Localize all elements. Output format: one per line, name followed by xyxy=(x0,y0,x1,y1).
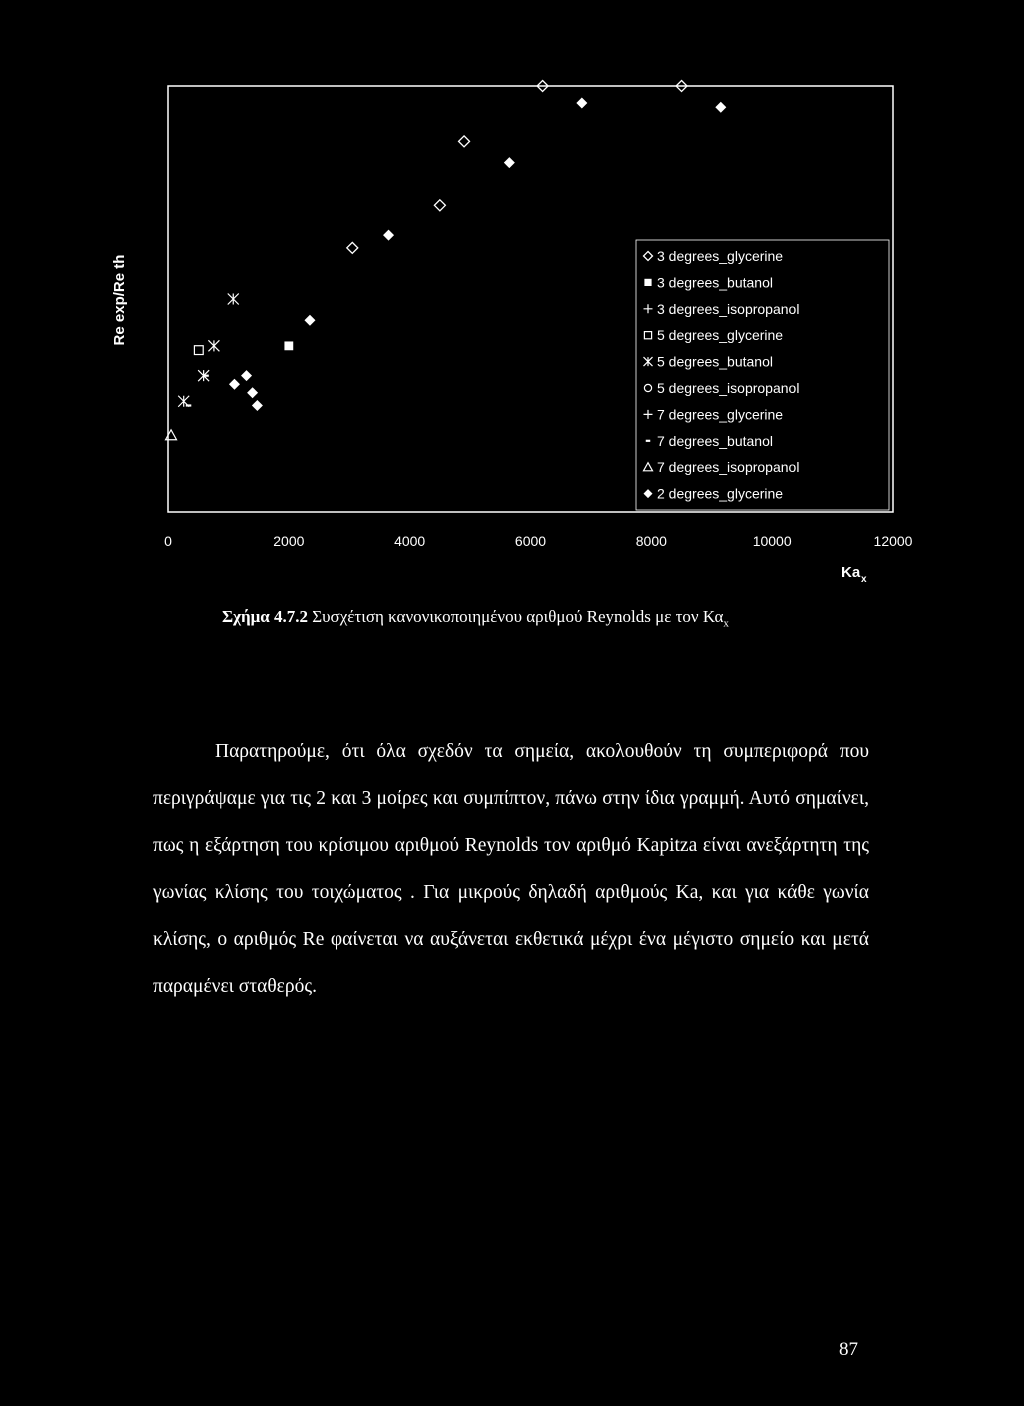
legend-entry xyxy=(644,459,800,475)
x-tick-label: 12000 xyxy=(873,533,913,549)
legend-label: 5 degrees_butanol xyxy=(657,353,773,370)
legend-label: 5 degrees_isopropanol xyxy=(657,380,800,396)
x-tick-label: 6000 xyxy=(514,533,547,549)
legend-entry xyxy=(644,274,773,290)
x-tick-label: 10000 xyxy=(752,533,792,549)
caption-subscript: x xyxy=(723,617,729,630)
legend-entry xyxy=(644,327,783,343)
point-2-degrees-glycerine-1 xyxy=(241,370,252,381)
body-text xyxy=(153,728,869,1010)
point-2-degrees-glycerine-0 xyxy=(229,379,240,390)
point-3-degrees-butanol-0 xyxy=(284,341,293,350)
legend xyxy=(636,240,889,510)
x-tick-label: 2000 xyxy=(273,533,305,549)
point-5-degrees-butanol-3 xyxy=(228,294,239,305)
legend-label: 7 degrees_glycerine xyxy=(657,406,784,423)
point-2-degrees-glycerine-8 xyxy=(715,102,726,113)
point-3-degrees-glycerine-2 xyxy=(459,136,470,147)
legend-label: 5 degrees_glycerine xyxy=(657,327,784,344)
figure-caption xyxy=(222,607,729,629)
legend-label: 3 degrees_butanol xyxy=(657,274,773,291)
point-3-degrees-glycerine-0 xyxy=(347,242,358,253)
point-2-degrees-glycerine-3 xyxy=(252,400,263,411)
x-tick-label: 8000 xyxy=(635,533,667,549)
legend-entry xyxy=(644,406,784,422)
figure-label: Σχήμα 4.7.2 xyxy=(222,607,308,626)
point-2-degrees-glycerine-6 xyxy=(504,157,515,168)
legend-label: 7 degrees_isopropanol xyxy=(657,459,800,476)
point-2-degrees-glycerine-2 xyxy=(247,387,258,398)
legend-label: 3 degrees_glycerine xyxy=(657,248,784,264)
point-2-degrees-glycerine-7 xyxy=(576,98,587,109)
figure-caption-text: Συσχέτιση κανονικοποιημένου αριθμού Reynolds με τον Κα xyxy=(312,607,724,626)
legend-label: 7 degrees_butanol xyxy=(657,432,773,449)
legend-entry xyxy=(644,248,784,264)
x-tick-label: 4000 xyxy=(394,533,426,549)
legend-entry xyxy=(644,301,800,317)
page-number: 87 xyxy=(839,1339,858,1360)
point-7-degrees-isopropanol-0 xyxy=(166,430,177,440)
x-tick-label: 0 xyxy=(164,533,172,549)
point-5-degrees-glycerine-0 xyxy=(194,346,203,355)
legend-entry xyxy=(646,433,773,449)
svg-text:Ka: Ka xyxy=(841,564,861,581)
x-tick-labels xyxy=(164,533,913,549)
point-5-degrees-butanol-2 xyxy=(208,340,219,351)
y-axis-label: Re exp/Re th xyxy=(111,254,128,346)
x-axis-label xyxy=(841,564,867,585)
svg-text:x: x xyxy=(861,574,867,585)
legend-label: 3 degrees_isopropanol xyxy=(657,300,800,317)
point-2-degrees-glycerine-4 xyxy=(304,315,315,326)
scatter-chart xyxy=(0,0,1024,590)
point-2-degrees-glycerine-5 xyxy=(383,230,394,241)
body-paragraph: Παρατηρούμε, ότι όλα σχεδόν τα σημεία, ακολουθούν τη συμπεριφορά που περιγράψαμε για τις 2 και 3 μοίρες και συμπίπτον, πάνω στην ίδια γραμμή. Αυτό σημαίνει, πως η εξάρτηση του κρίσιμου αριθμού Reynolds τον αριθμό Kapitza είναι ανεξάρτητη της γωνίας κλίσης του τοιχώματος . Για μικρούς δηλαδή αριθμούς Ka, και για κάθε γωνία κλίσης, ο αριθμός Re φαίνεται να αυξάνεται εκθετικά μέχρι ένα μέγιστο σημείο και μετά παραμένει σταθερός. xyxy=(153,741,869,997)
legend-entry xyxy=(644,486,784,502)
point-3-degrees-glycerine-1 xyxy=(434,200,445,211)
legend-label: 2 degrees_glycerine xyxy=(657,485,784,502)
legend-entry xyxy=(644,380,799,396)
legend-entry xyxy=(644,354,774,370)
